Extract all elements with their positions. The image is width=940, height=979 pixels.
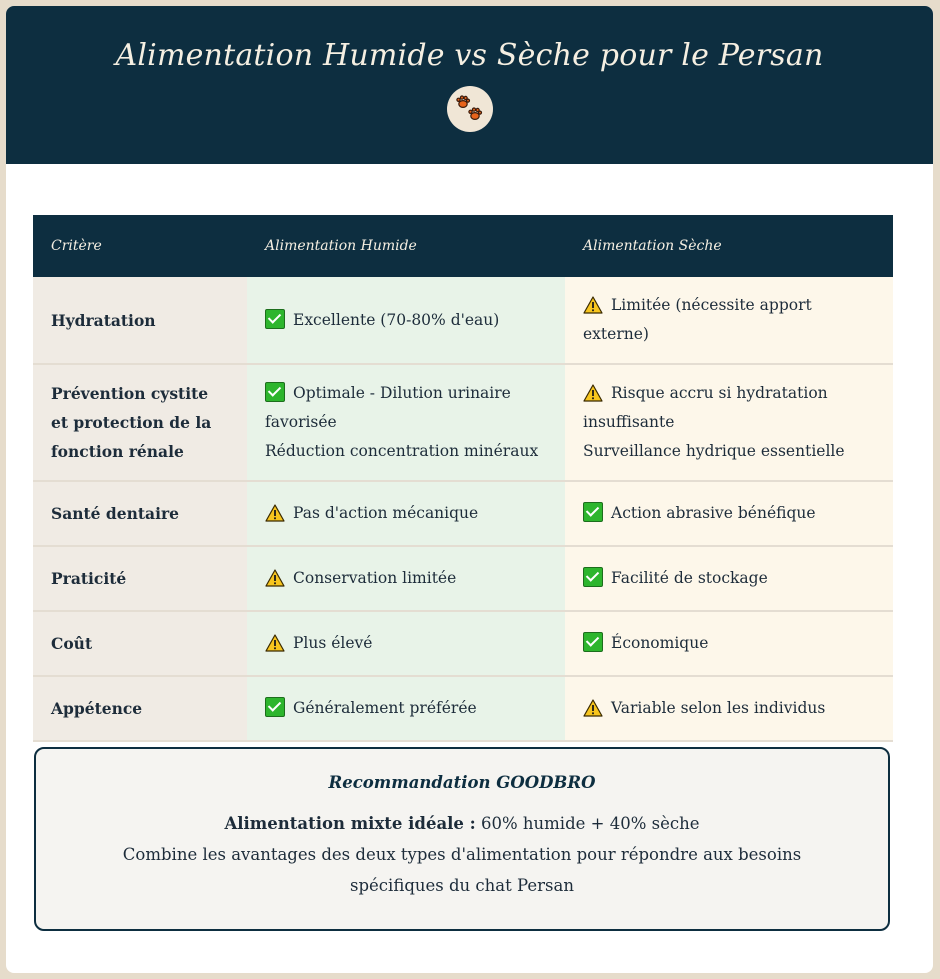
criterion-cell: Santé dentaire bbox=[33, 481, 247, 546]
dry-cell-text: Économique bbox=[611, 634, 709, 652]
wet-cell-text: Conservation limitée bbox=[293, 569, 457, 587]
wet-cell bbox=[247, 364, 565, 481]
table-row bbox=[33, 676, 893, 741]
check-icon bbox=[265, 382, 285, 402]
table-row bbox=[33, 277, 893, 364]
wet-cell-text: Généralement préférée bbox=[293, 699, 477, 717]
warning-icon bbox=[583, 699, 603, 717]
dry-cell bbox=[565, 676, 893, 741]
recommendation-value: 60% humide + 40% sèche bbox=[480, 814, 700, 833]
criterion-cell: Coût bbox=[33, 611, 247, 676]
warning-icon bbox=[265, 504, 285, 522]
recommendation-label: Alimentation mixte idéale : bbox=[224, 814, 476, 833]
warning-icon bbox=[583, 384, 603, 402]
page-title: Alimentation Humide vs Sèche pour le Persan bbox=[115, 38, 824, 73]
wet-cell-text: Excellente (70-80% d'eau) bbox=[293, 310, 500, 329]
wet-cell bbox=[247, 676, 565, 741]
dry-cell-text: Risque accru si hydratation insuffisante bbox=[583, 384, 828, 431]
dry-cell bbox=[565, 277, 893, 364]
dry-cell-text: Facilité de stockage bbox=[611, 569, 768, 587]
column-header-criterion: Critère bbox=[33, 215, 247, 277]
wet-cell-text: Optimale - Dilution urinaire favorisée bbox=[265, 384, 511, 431]
wet-cell-text: Pas d'action mécanique bbox=[293, 504, 479, 522]
dry-cell-text: Variable selon les individus bbox=[611, 699, 826, 717]
check-icon bbox=[583, 502, 603, 522]
criterion-cell: Prévention cystite et protection de la fonction rénale bbox=[33, 364, 247, 481]
wet-cell-text: Réduction concentration minéraux bbox=[265, 442, 539, 460]
dry-cell-text: Surveillance hydrique essentielle bbox=[583, 442, 845, 460]
recommendation-description: Combine les avantages des deux types d'alimentation pour répondre aux besoins spécifiques du chat Persan bbox=[122, 845, 802, 895]
warning-icon bbox=[583, 296, 603, 314]
check-icon bbox=[265, 309, 285, 329]
table-row bbox=[33, 546, 893, 611]
paw-prints-icon bbox=[447, 86, 493, 132]
recommendation-summary bbox=[36, 808, 888, 839]
table-header-row bbox=[33, 215, 893, 277]
table-row bbox=[33, 481, 893, 546]
table-body bbox=[33, 277, 893, 741]
check-icon bbox=[583, 632, 603, 652]
check-icon bbox=[265, 697, 285, 717]
table-row bbox=[33, 364, 893, 481]
header bbox=[6, 6, 933, 164]
dry-cell bbox=[565, 611, 893, 676]
table-row bbox=[33, 611, 893, 676]
wet-cell-text: Plus élevé bbox=[293, 634, 373, 652]
wet-cell bbox=[247, 546, 565, 611]
dry-cell bbox=[565, 546, 893, 611]
column-header-dry: Alimentation Sèche bbox=[565, 215, 893, 277]
column-header-wet: Alimentation Humide bbox=[247, 215, 565, 277]
dry-cell-text: Limitée (nécessite apport externe) bbox=[583, 296, 812, 343]
check-icon bbox=[583, 567, 603, 587]
criterion-cell: Praticité bbox=[33, 546, 247, 611]
criterion-cell: Hydratation bbox=[33, 277, 247, 364]
warning-icon bbox=[265, 569, 285, 587]
wet-cell bbox=[247, 481, 565, 546]
recommendation-title: Recommandation GOODBRO bbox=[328, 773, 596, 792]
dry-cell bbox=[565, 364, 893, 481]
comparison-table bbox=[33, 215, 893, 742]
criterion-cell: Appétence bbox=[33, 676, 247, 741]
wet-cell bbox=[247, 277, 565, 364]
dry-cell-text: Action abrasive bénéfique bbox=[611, 504, 816, 522]
warning-icon bbox=[265, 634, 285, 652]
recommendation-box bbox=[34, 747, 890, 931]
dry-cell bbox=[565, 481, 893, 546]
wet-cell bbox=[247, 611, 565, 676]
